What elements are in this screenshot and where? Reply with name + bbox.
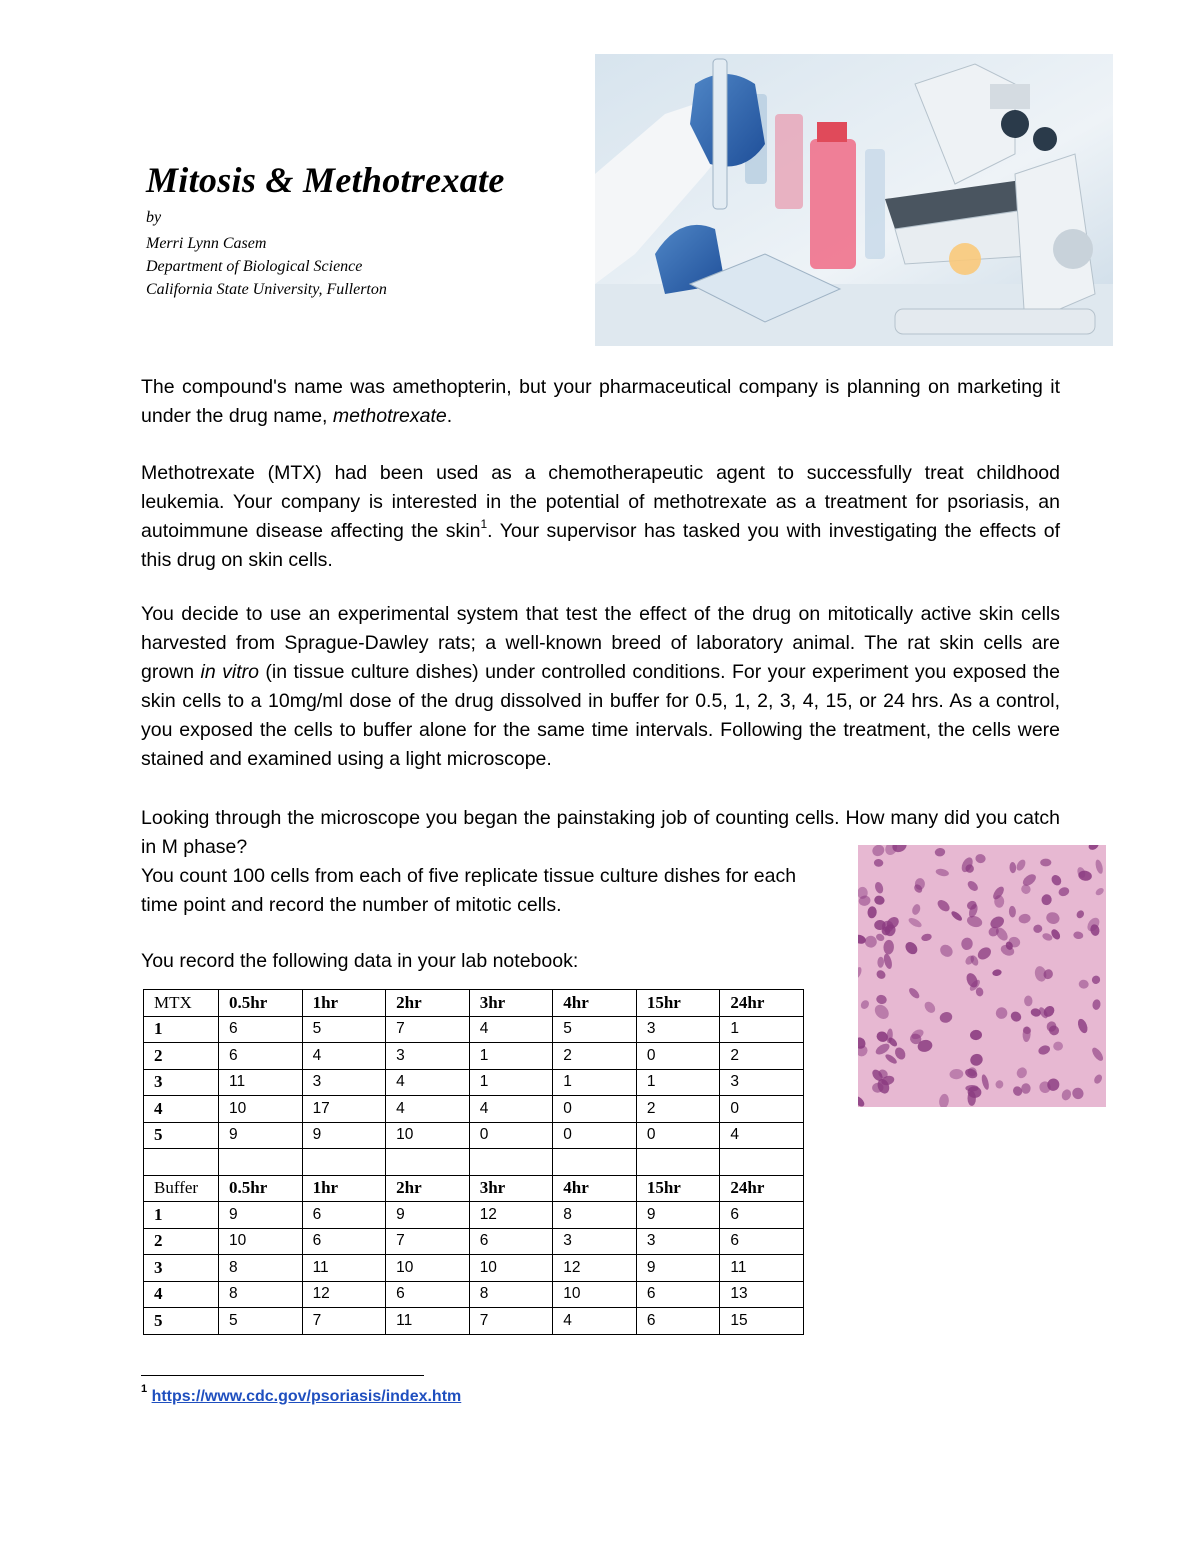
empty-cell (144, 1149, 219, 1176)
count-cell: 9 (636, 1202, 720, 1229)
table-row (144, 1016, 804, 1043)
count-cell: 8 (469, 1281, 553, 1308)
count-cell: 3 (302, 1069, 386, 1096)
count-cell: 4 (302, 1043, 386, 1070)
intro-paragraph (141, 373, 1060, 431)
intro-period: . (446, 405, 453, 427)
title-block (146, 158, 586, 301)
count-cell: 9 (386, 1202, 470, 1229)
timepoint-header: 1hr (302, 990, 386, 1017)
count-cell: 4 (469, 1016, 553, 1043)
count-cell: 10 (553, 1281, 637, 1308)
count-cell: 7 (386, 1016, 470, 1043)
count-cell: 4 (720, 1122, 804, 1149)
counting-instructions: You count 100 cells from each of five replicate tissue culture dishes for each time point and record the number of mitotic cells. (141, 865, 797, 916)
byline-by: by (146, 209, 162, 226)
footnote-mark: 1 (141, 1382, 148, 1395)
count-cell: 2 (720, 1043, 804, 1070)
drug-name: methotrexate (332, 405, 447, 427)
group-label: MTX (144, 990, 219, 1017)
count-cell: 6 (636, 1281, 720, 1308)
lab-photo (595, 54, 1113, 346)
count-cell: 4 (553, 1308, 637, 1335)
table-row (144, 1096, 804, 1123)
mtx-dish-id: 5 (144, 1122, 219, 1149)
intro-text: The compound's name was amethopterin, but your pharmaceutical company is planning on marketing it under the drug name, (141, 376, 1060, 427)
count-cell: 2 (553, 1043, 637, 1070)
background-paragraph (141, 459, 1060, 575)
count-cell: 9 (636, 1255, 720, 1282)
count-cell: 1 (553, 1069, 637, 1096)
count-cell: 0 (636, 1043, 720, 1070)
count-cell: 1 (469, 1069, 553, 1096)
count-cell: 5 (219, 1308, 303, 1335)
empty-cell (386, 1149, 470, 1176)
count-cell: 1 (720, 1016, 804, 1043)
count-cell: 6 (219, 1043, 303, 1070)
buffer-dish-id: 5 (144, 1308, 219, 1335)
count-cell: 2 (636, 1096, 720, 1123)
mtx-dish-id: 4 (144, 1096, 219, 1123)
count-cell: 6 (386, 1281, 470, 1308)
buffer-dish-id: 4 (144, 1281, 219, 1308)
count-cell: 0 (553, 1122, 637, 1149)
count-cell: 13 (720, 1281, 804, 1308)
timepoint-header: 24hr (720, 990, 804, 1017)
count-cell: 11 (386, 1308, 470, 1335)
timepoint-header: 1hr (302, 1175, 386, 1202)
count-cell: 9 (219, 1202, 303, 1229)
footnote-link[interactable]: https://www.cdc.gov/psoriasis/index.htm (151, 1388, 462, 1405)
buffer-dish-id: 2 (144, 1228, 219, 1255)
count-cell: 8 (219, 1281, 303, 1308)
count-cell: 10 (219, 1228, 303, 1255)
count-cell: 3 (386, 1043, 470, 1070)
count-cell: 7 (302, 1308, 386, 1335)
count-cell: 10 (219, 1096, 303, 1123)
timepoint-header: 24hr (720, 1175, 804, 1202)
count-cell: 11 (720, 1255, 804, 1282)
timepoint-header: 0.5hr (219, 1175, 303, 1202)
mitotic-count-table (143, 989, 804, 1335)
count-cell: 6 (302, 1202, 386, 1229)
count-cell: 3 (636, 1228, 720, 1255)
count-cell: 17 (302, 1096, 386, 1123)
background-text-end: . Your supervisor has tasked you with investigating the effects of this drug on skin cells. (141, 520, 1060, 571)
buffer-dish-id: 3 (144, 1255, 219, 1282)
count-cell: 12 (553, 1255, 637, 1282)
data-intro: You record the following data in your lab notebook: (141, 950, 579, 972)
tissue-micrograph (858, 845, 1106, 1107)
count-cell: 5 (302, 1016, 386, 1043)
empty-cell (553, 1149, 637, 1176)
group-label: Buffer (144, 1175, 219, 1202)
count-cell: 0 (553, 1096, 637, 1123)
count-cell: 12 (302, 1281, 386, 1308)
footnote-reference[interactable]: 1 (480, 516, 488, 531)
method-text: You decide to use an experimental system that test the effect of the drug on mitotically active skin cells harvested from Sprague-Dawley rats; a well-known breed of laboratory animal. The rat skin cells are grown (141, 603, 1060, 683)
empty-cell (469, 1149, 553, 1176)
table-row (144, 1308, 804, 1335)
table-row (144, 1069, 804, 1096)
count-cell: 4 (386, 1096, 470, 1123)
count-cell: 6 (219, 1016, 303, 1043)
count-cell: 11 (302, 1255, 386, 1282)
author-name: Merri Lynn Casem (146, 235, 267, 252)
table-row (144, 1228, 804, 1255)
timepoint-header: 15hr (636, 990, 720, 1017)
empty-cell (720, 1149, 804, 1176)
buffer-dish-id: 1 (144, 1202, 219, 1229)
empty-cell (219, 1149, 303, 1176)
count-cell: 7 (469, 1308, 553, 1335)
count-cell: 1 (469, 1043, 553, 1070)
count-cell: 1 (636, 1069, 720, 1096)
count-cell: 9 (302, 1122, 386, 1149)
count-cell: 8 (553, 1202, 637, 1229)
count-cell: 6 (469, 1228, 553, 1255)
counting-question: Looking through the microscope you began the painstaking job of counting cells. How many did you catch in M phase? (141, 807, 1060, 858)
count-cell: 7 (386, 1228, 470, 1255)
count-cell: 3 (720, 1069, 804, 1096)
empty-cell (302, 1149, 386, 1176)
count-cell: 0 (720, 1096, 804, 1123)
in-vitro-term: in vitro (200, 661, 259, 683)
footnote-divider (141, 1375, 424, 1376)
timepoint-header: 2hr (386, 1175, 470, 1202)
table-row (144, 1043, 804, 1070)
count-cell: 0 (636, 1122, 720, 1149)
background-text: Methotrexate (MTX) had been used as a chemotherapeutic agent to successfully treat childhood leukemia. Your company is interested in the potential of methotrexate as a treatment for psoriasis, an autoimmune disease affecting the skin (141, 462, 1060, 542)
count-cell: 6 (636, 1308, 720, 1335)
count-cell: 0 (469, 1122, 553, 1149)
count-cell: 6 (720, 1228, 804, 1255)
timepoint-header: 2hr (386, 990, 470, 1017)
count-cell: 15 (720, 1308, 804, 1335)
method-text-end: (in tissue culture dishes) under controlled conditions. For your experiment you exposed the skin cells to a 10mg/ml dose of the drug dissolved in buffer for 0.5, 1, 2, 3, 4, 15, or 24 hrs. As a control, you exposed the cells to buffer alone for the same time intervals. Following the treatment, the cells were stained and examined using a light microscope. (141, 661, 1060, 770)
count-cell: 10 (469, 1255, 553, 1282)
empty-cell (636, 1149, 720, 1176)
count-cell: 9 (219, 1122, 303, 1149)
count-cell: 11 (219, 1069, 303, 1096)
mtx-dish-id: 2 (144, 1043, 219, 1070)
timepoint-header: 3hr (469, 990, 553, 1017)
count-cell: 4 (469, 1096, 553, 1123)
author-institution: California State University, Fullerton (146, 281, 387, 298)
count-cell: 6 (720, 1202, 804, 1229)
timepoint-header: 0.5hr (219, 990, 303, 1017)
count-cell: 6 (302, 1228, 386, 1255)
timepoint-header: 4hr (553, 990, 637, 1017)
timepoint-header: 4hr (553, 1175, 637, 1202)
timepoint-header: 3hr (469, 1175, 553, 1202)
count-cell: 4 (386, 1069, 470, 1096)
count-cell: 5 (553, 1016, 637, 1043)
buffer-header-row (144, 1175, 804, 1202)
table-row (144, 1202, 804, 1229)
timepoint-header: 15hr (636, 1175, 720, 1202)
count-cell: 3 (553, 1228, 637, 1255)
table-row (144, 1281, 804, 1308)
table-row (144, 1122, 804, 1149)
mtx-dish-id: 3 (144, 1069, 219, 1096)
method-paragraph (141, 600, 1060, 774)
count-cell: 8 (219, 1255, 303, 1282)
document-title: Mitosis & Methotrexate (146, 160, 505, 200)
mtx-header-row (144, 990, 804, 1017)
footnote (141, 1382, 462, 1406)
count-cell: 10 (386, 1255, 470, 1282)
author-department: Department of Biological Science (146, 258, 363, 275)
table-row (144, 1255, 804, 1282)
spacer-row (144, 1149, 804, 1176)
count-cell: 3 (636, 1016, 720, 1043)
mtx-dish-id: 1 (144, 1016, 219, 1043)
count-cell: 12 (469, 1202, 553, 1229)
count-cell: 10 (386, 1122, 470, 1149)
